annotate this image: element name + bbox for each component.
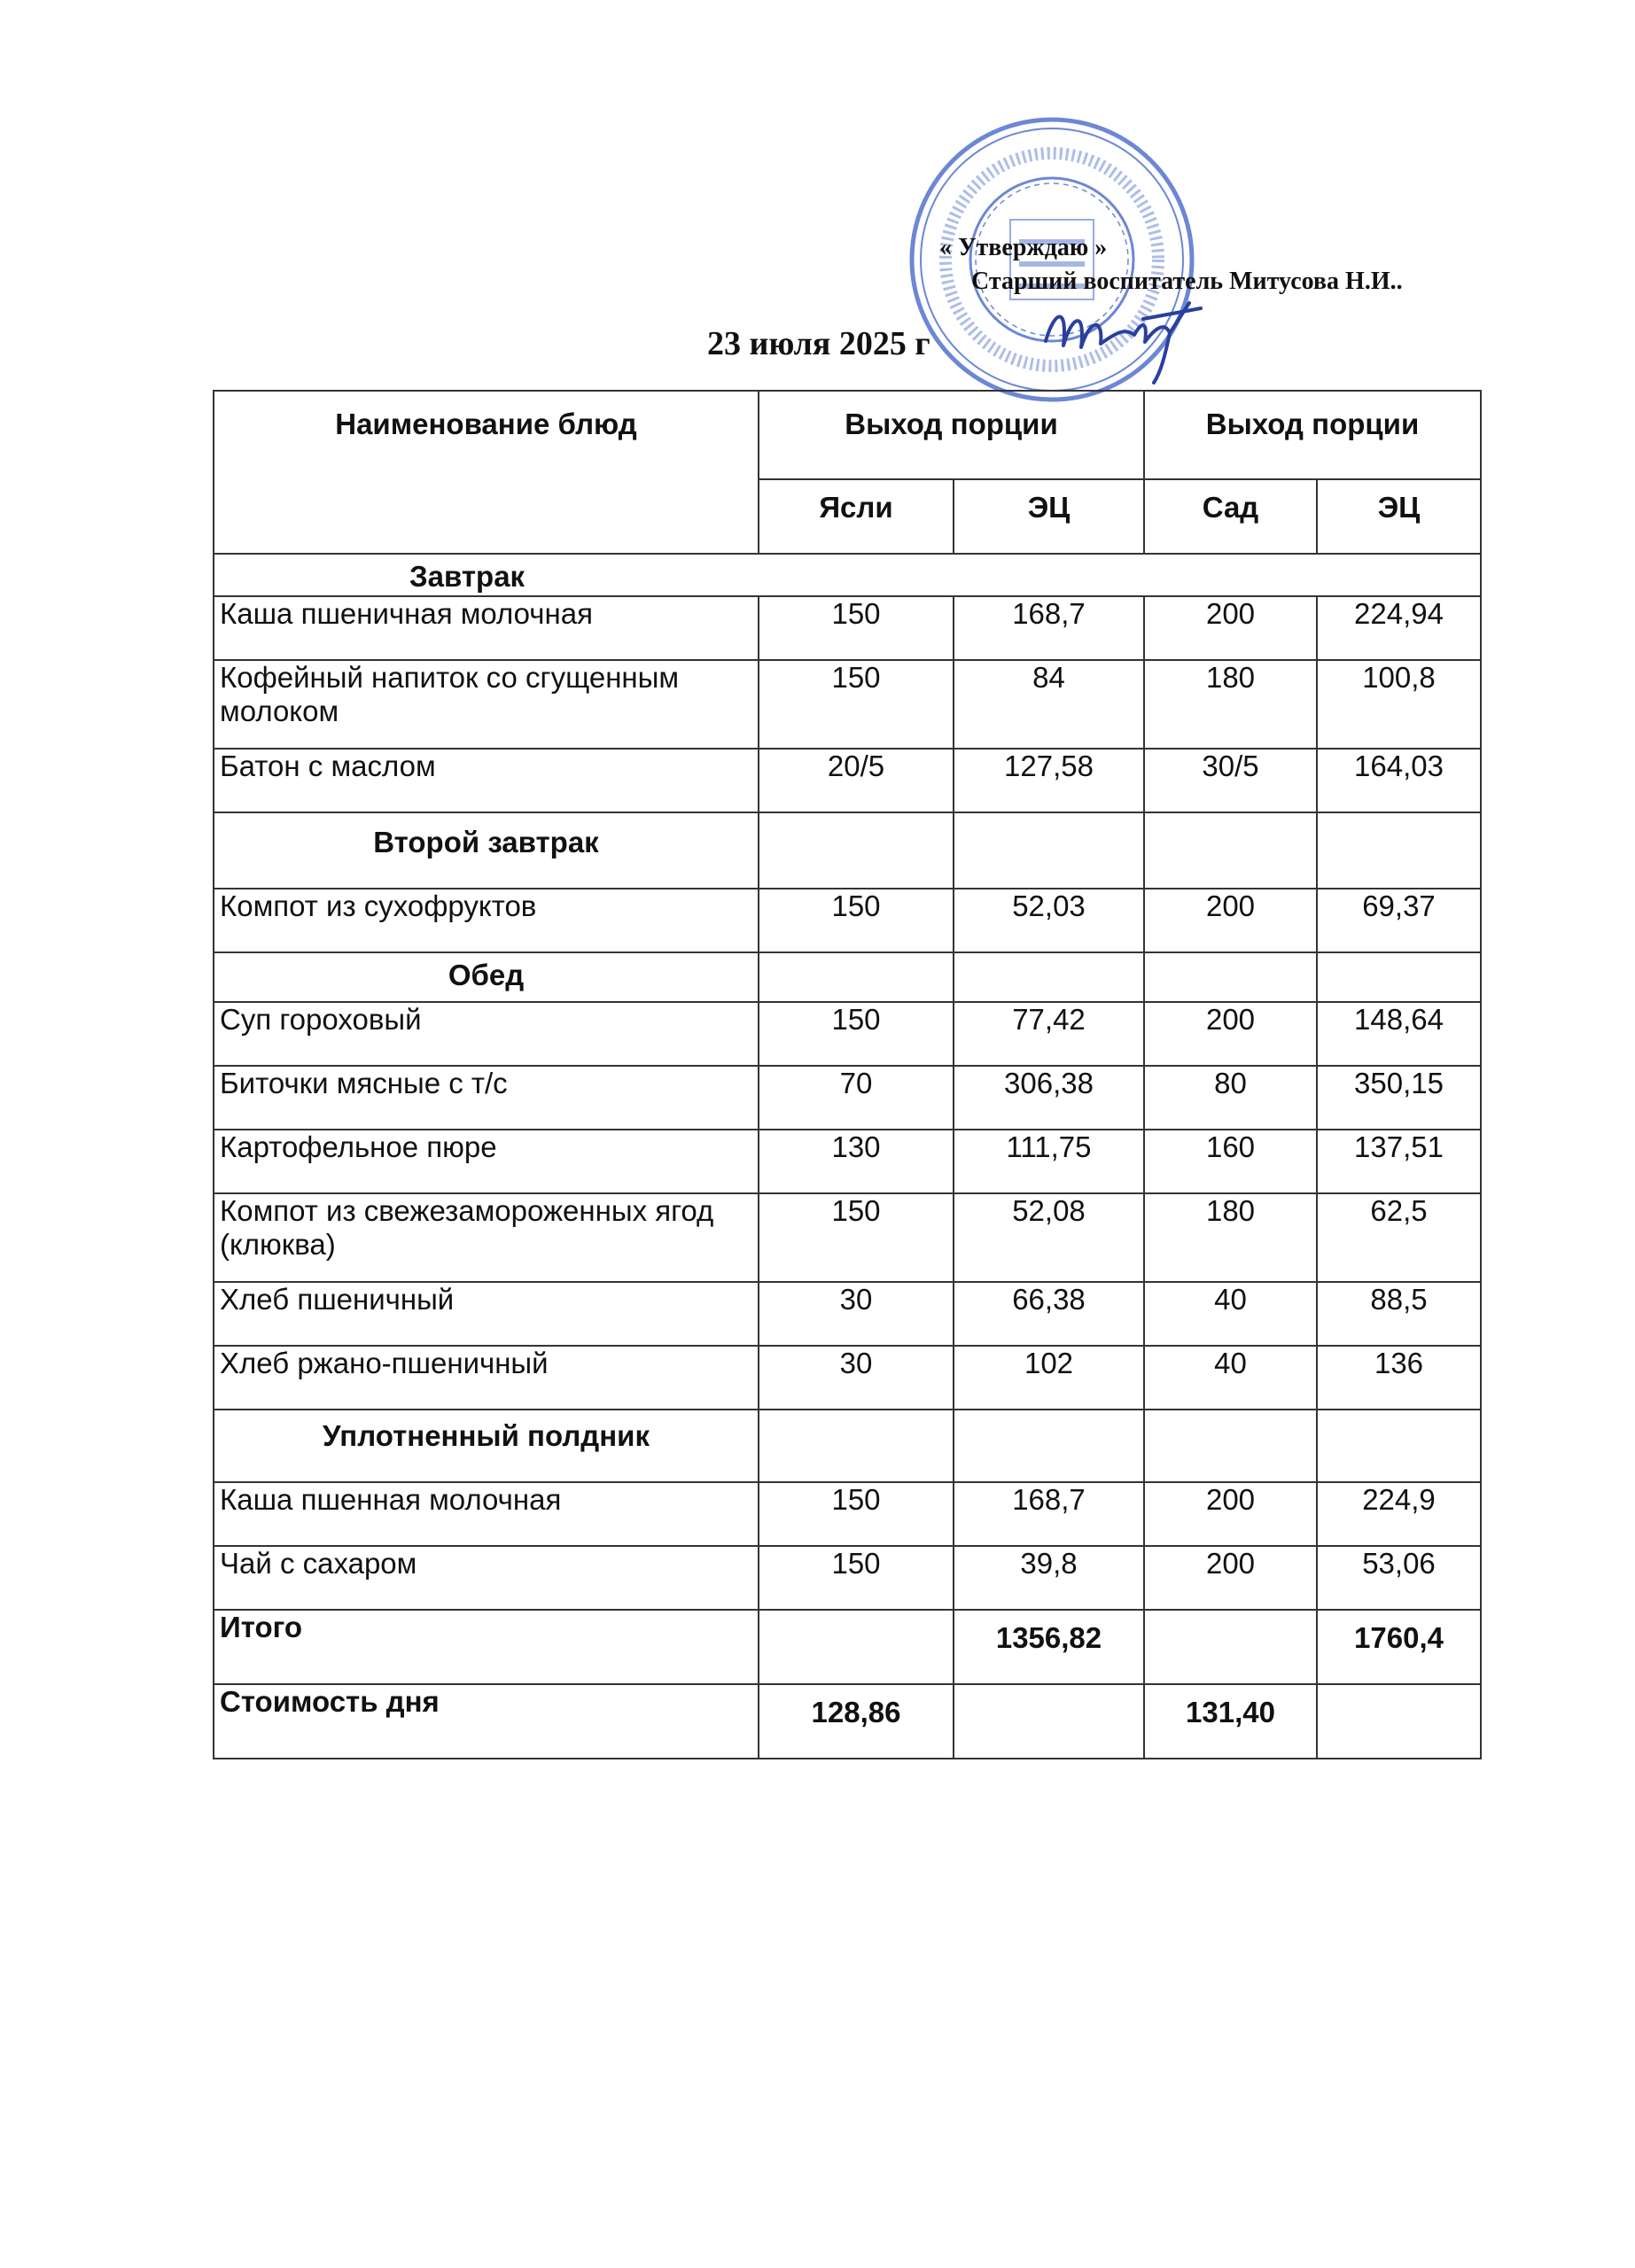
header-ec-2: ЭЦ [1317, 479, 1481, 554]
table-row [214, 1066, 1481, 1130]
empty-cell [759, 952, 954, 1002]
table-row [214, 1282, 1481, 1346]
yasli-value: 150 [759, 660, 954, 749]
empty-cell [1317, 812, 1481, 889]
table-row [214, 1193, 1481, 1282]
section-title: Уплотненный полдник [214, 1410, 759, 1482]
dish-name: Хлеб пшеничный [214, 1282, 759, 1346]
ec-value: 111,75 [954, 1130, 1144, 1193]
header-sad: Сад [1144, 479, 1317, 554]
dish-name: Чай с сахаром [214, 1546, 759, 1610]
yasli-value: 150 [759, 889, 954, 952]
ec-value: 53,06 [1317, 1546, 1481, 1610]
empty-cell [1144, 952, 1317, 1002]
ec-value: 306,38 [954, 1066, 1144, 1130]
section-title: Завтрак [214, 554, 1481, 596]
ec-value: 102 [954, 1346, 1144, 1410]
sad-value: 40 [1144, 1282, 1317, 1346]
empty-cell [954, 812, 1144, 889]
day-cost-yasli: 128,86 [759, 1684, 954, 1759]
yasli-value: 150 [759, 1193, 954, 1282]
empty-cell [1317, 952, 1481, 1002]
ec-value: 148,64 [1317, 1002, 1481, 1066]
ec-value: 52,08 [954, 1193, 1144, 1282]
sad-value: 80 [1144, 1066, 1317, 1130]
yasli-value: 150 [759, 1546, 954, 1610]
yasli-value: 70 [759, 1066, 954, 1130]
ec-value: 100,8 [1317, 660, 1481, 749]
empty-cell [954, 1410, 1144, 1482]
sad-value: 200 [1144, 889, 1317, 952]
section-title: Обед [214, 952, 759, 1002]
yasli-value: 30 [759, 1346, 954, 1410]
yasli-value: 150 [759, 1002, 954, 1066]
section-title: Второй завтрак [214, 812, 759, 889]
ec-value: 88,5 [1317, 1282, 1481, 1346]
table-row [214, 749, 1481, 812]
ec-value: 127,58 [954, 749, 1144, 812]
ec-value: 62,5 [1317, 1193, 1481, 1282]
table-row [214, 596, 1481, 660]
ec-value: 52,03 [954, 889, 1144, 952]
day-cost-ec-1 [954, 1684, 1144, 1759]
day-cost-sad: 131,40 [1144, 1684, 1317, 1759]
sad-value: 180 [1144, 1193, 1317, 1282]
ec-value: 69,37 [1317, 889, 1481, 952]
ec-value: 39,8 [954, 1546, 1144, 1610]
ec-value: 168,7 [954, 596, 1144, 660]
sad-value: 160 [1144, 1130, 1317, 1193]
table-row [214, 1546, 1481, 1610]
sad-value: 180 [1144, 660, 1317, 749]
total-label: Итого [214, 1610, 759, 1684]
total-sad [1144, 1610, 1317, 1684]
section-row [214, 554, 1481, 596]
empty-cell [1144, 1410, 1317, 1482]
section-row [214, 1410, 1481, 1482]
section-row [214, 952, 1481, 1002]
sad-value: 40 [1144, 1346, 1317, 1410]
dish-name: Хлеб ржано-пшеничный [214, 1346, 759, 1410]
dish-name: Компот из свежезамороженных ягод (клюква) [214, 1193, 759, 1282]
yasli-value: 150 [759, 1482, 954, 1546]
dish-name: Биточки мясные с т/с [214, 1066, 759, 1130]
approver-line: Старший воспитатель Митусова Н.И.. [971, 268, 1403, 295]
handwritten-signature [1037, 284, 1205, 390]
table-row [214, 1130, 1481, 1193]
approval-title: « Утверждаю » [939, 234, 1108, 261]
menu-table [213, 390, 1482, 1759]
ec-value: 84 [954, 660, 1144, 749]
section-row [214, 812, 1481, 889]
empty-cell [759, 812, 954, 889]
dish-name: Картофельное пюре [214, 1130, 759, 1193]
table-row [214, 660, 1481, 749]
sad-value: 200 [1144, 1482, 1317, 1546]
table-row [214, 889, 1481, 952]
total-row [214, 1610, 1481, 1684]
dish-name: Каша пшеничная молочная [214, 596, 759, 660]
total-ec-2: 1760,4 [1317, 1610, 1481, 1684]
dish-name: Батон с маслом [214, 749, 759, 812]
ec-value: 136 [1317, 1346, 1481, 1410]
ec-value: 164,03 [1317, 749, 1481, 812]
empty-cell [759, 1410, 954, 1482]
yasli-value: 130 [759, 1130, 954, 1193]
sad-value: 30/5 [1144, 749, 1317, 812]
dish-name: Компот из сухофруктов [214, 889, 759, 952]
total-ec-1: 1356,82 [954, 1610, 1144, 1684]
table-row [214, 1346, 1481, 1410]
header-ec-1: ЭЦ [954, 479, 1144, 554]
ec-value: 137,51 [1317, 1130, 1481, 1193]
empty-cell [1317, 1410, 1481, 1482]
header-yasli: Ясли [759, 479, 954, 554]
day-cost-ec-2 [1317, 1684, 1481, 1759]
ec-value: 224,9 [1317, 1482, 1481, 1546]
table-row [214, 1002, 1481, 1066]
ec-value: 224,94 [1317, 596, 1481, 660]
menu-date: 23 июля 2025 г [707, 325, 930, 362]
header-portion-group-2: Выход порции [1144, 391, 1481, 479]
yasli-value: 30 [759, 1282, 954, 1346]
sad-value: 200 [1144, 596, 1317, 660]
ec-value: 350,15 [1317, 1066, 1481, 1130]
table-row [214, 1482, 1481, 1546]
yasli-value: 20/5 [759, 749, 954, 812]
dish-name: Суп гороховый [214, 1002, 759, 1066]
yasli-value: 150 [759, 596, 954, 660]
table-header-row [214, 391, 1481, 479]
sad-value: 200 [1144, 1546, 1317, 1610]
ec-value: 77,42 [954, 1002, 1144, 1066]
header-dish-name: Наименование блюд [214, 391, 759, 554]
ec-value: 66,38 [954, 1282, 1144, 1346]
day-cost-row [214, 1684, 1481, 1759]
ec-value: 168,7 [954, 1482, 1144, 1546]
dish-name: Кофейный напиток со сгущенным молоком [214, 660, 759, 749]
total-yasli [759, 1610, 954, 1684]
empty-cell [954, 952, 1144, 1002]
dish-name: Каша пшенная молочная [214, 1482, 759, 1546]
header-portion-group-1: Выход порции [759, 391, 1144, 479]
sad-value: 200 [1144, 1002, 1317, 1066]
day-cost-label: Стоимость дня [214, 1684, 759, 1759]
empty-cell [1144, 812, 1317, 889]
